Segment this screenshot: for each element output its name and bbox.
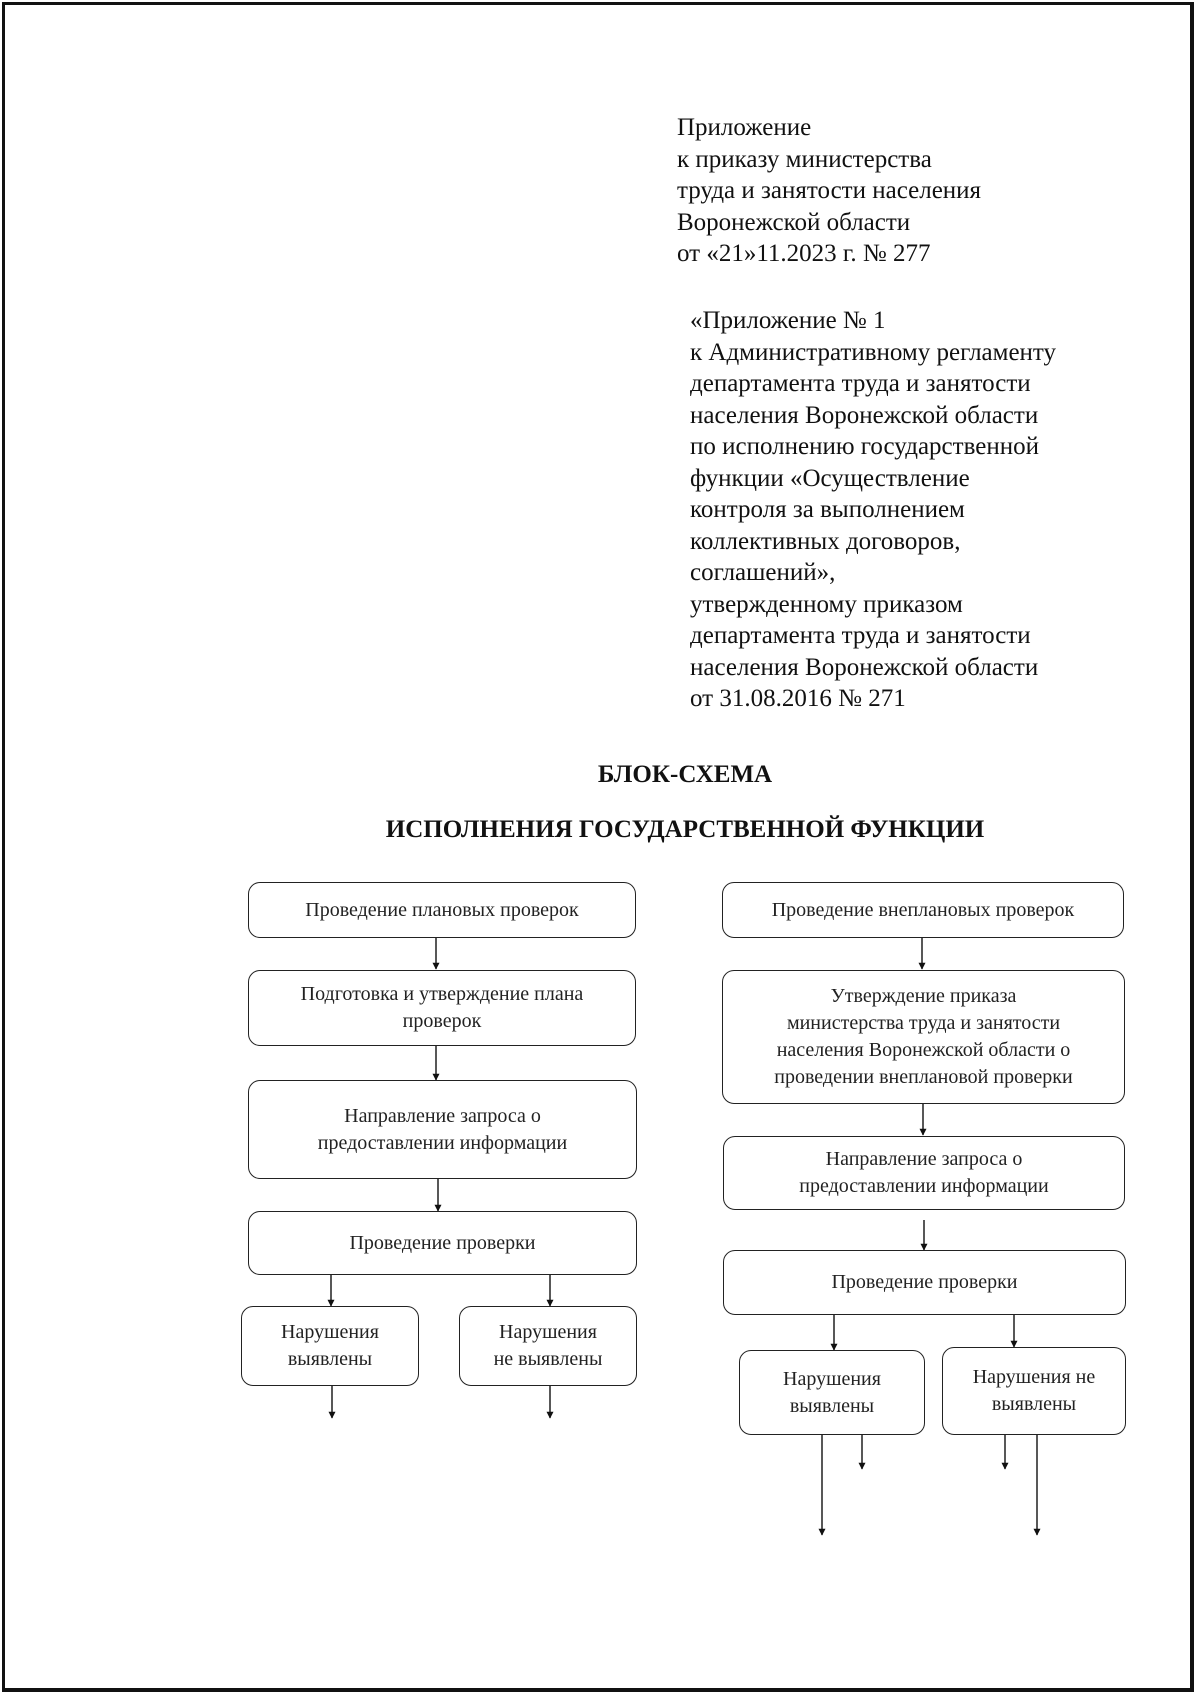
box-right-information-request [723, 1136, 1125, 1210]
text-line: выявлены [287, 1348, 373, 1370]
box-right-violations-not-found [942, 1347, 1126, 1435]
text-line: к Административному регламенту [690, 338, 1057, 366]
text-line: Утверждение приказа [830, 985, 1017, 1007]
text-line: населения Воронежской области [690, 653, 1039, 681]
text-line: Подготовка и утверждение плана [300, 983, 584, 1005]
text-line: проведении внеплановой проверки [774, 1066, 1073, 1088]
box-left-information-request [248, 1080, 637, 1179]
box-order-approval [722, 970, 1125, 1104]
box-left-violations-not-found [459, 1306, 637, 1386]
text-line: Нарушения [499, 1321, 597, 1343]
text-line: министерства труда и занятости [786, 1012, 1061, 1034]
box-plan-approval [248, 970, 636, 1046]
text-line: Нарушения не [972, 1366, 1096, 1388]
text-line: Приложение [677, 114, 812, 141]
text-line: не выявлены [493, 1348, 603, 1370]
text-line: Направление запроса о [344, 1104, 541, 1127]
text-line: Проведение проверки [831, 1271, 1018, 1293]
text-line: «Приложение № 1 [690, 307, 886, 334]
text-line: населения Воронежской области о [776, 1039, 1071, 1061]
text-line: функции «Осуществление [690, 464, 970, 492]
text-line: Направление запроса о [825, 1148, 1023, 1170]
text-line: выявлены [789, 1394, 875, 1417]
text-line: Нарушения [281, 1321, 379, 1343]
box-left-violations-found [241, 1306, 419, 1386]
text-line: труда и занятости населения [677, 177, 982, 204]
document-title: БЛОК-СХЕМА [597, 761, 773, 788]
text-line: от «21»11.2023 г. № 277 [677, 240, 931, 267]
text-line: от 31.08.2016 № 271 [690, 685, 906, 712]
document-subtitle: ИСПОЛНЕНИЯ ГОСУДАРСТВЕННОЙ ФУНКЦИИ [385, 816, 985, 843]
text-line: утвержденному приказом [690, 590, 963, 618]
box-right-inspection [723, 1250, 1126, 1315]
box-right-violations-found [739, 1350, 925, 1435]
box-unplanned-inspections [722, 882, 1124, 938]
text-line: коллективных договоров, [690, 527, 961, 555]
text-line: Нарушения [783, 1367, 881, 1390]
text-line: к приказу министерства [677, 145, 932, 173]
text-line: Проведение плановых проверок [305, 898, 579, 921]
text-line: Воронежской области [677, 208, 911, 236]
text-line: соглашений», [690, 559, 836, 586]
text-line: выявлены [991, 1393, 1077, 1415]
text-line: департамента труда и занятости [690, 370, 1031, 397]
text-line: населения Воронежской области [690, 401, 1039, 429]
text-line: Проведение внеплановых проверок [771, 898, 1075, 921]
text-line: по исполнению государственной [690, 433, 1039, 460]
text-line: проверок [402, 1010, 482, 1032]
text-line: Проведение проверки [349, 1231, 536, 1254]
text-line: департамента труда и занятости [690, 622, 1031, 649]
text-line: контроля за выполнением [690, 496, 965, 523]
text-line: предоставлении информации [799, 1175, 1049, 1197]
box-planned-inspections [248, 882, 636, 938]
box-left-inspection [248, 1211, 637, 1275]
text-line: предоставлении информации [317, 1131, 568, 1154]
